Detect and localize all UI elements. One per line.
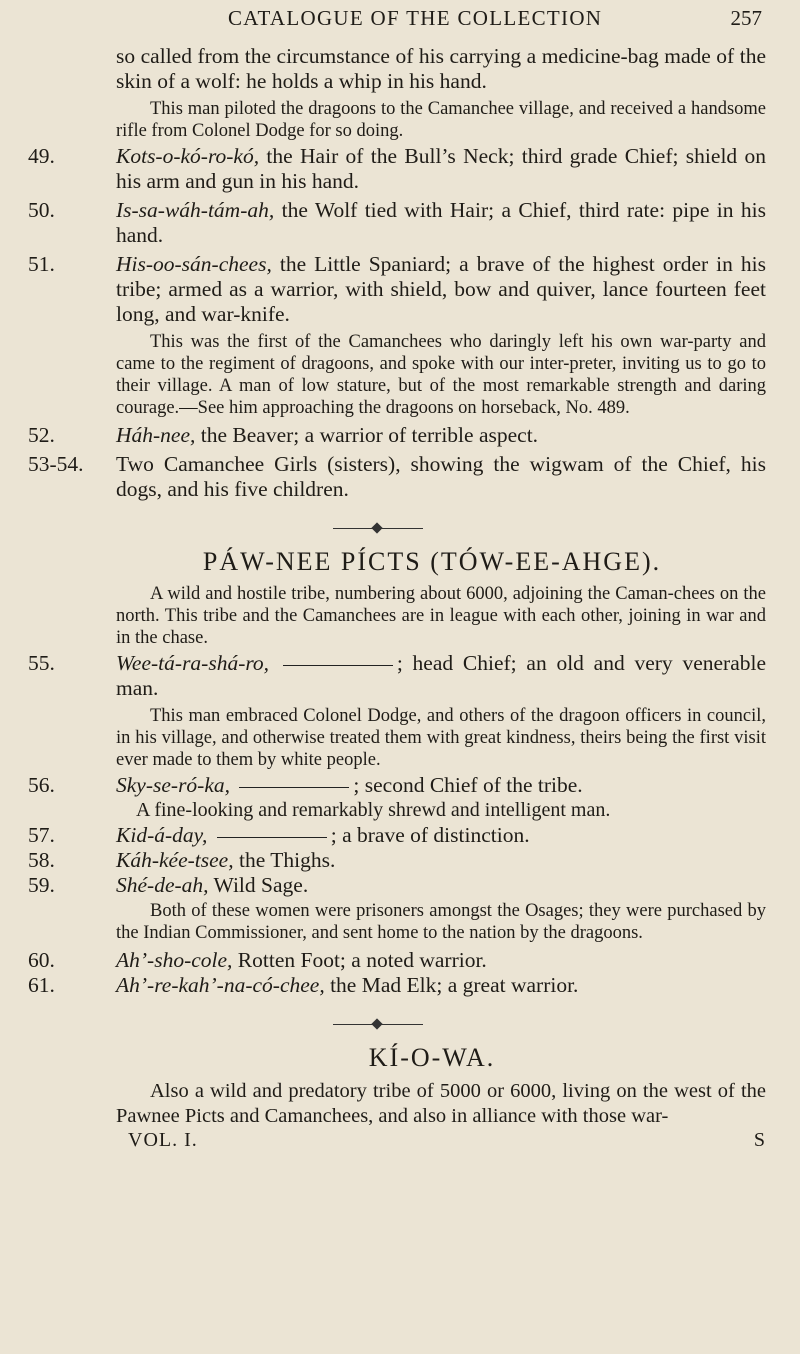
entry-57 [28,823,766,848]
entry-50 [28,198,766,248]
entry-number: 60. [28,948,55,972]
entry-text: ; head Chief; an old and very venerable man. [116,651,766,700]
volume-signature: VOL. I. [128,1129,198,1151]
name-blank-dash [217,837,327,838]
printer-signature-mark: S [753,1129,766,1151]
section-intro: A wild and hostile tribe, numbering about 6000, adjoining the Caman-chees on the north. This tribe and the Camanchees are in league with each other, joining in war and in the chase. [116,584,766,648]
entry-name: Wee-tá-ra-shá-ro, [116,651,270,675]
section-intro: Also a wild and predatory tribe of 5000 or 6000, living on the west of the Pawnee Picts and Camanchees, and also in alliance with those war- [116,1080,766,1127]
entry-number: 57. [28,823,55,847]
entry-text: Two Camanchee Girls (sisters), showing the wigwam of the Chief, his dogs, and his five children. [116,452,766,501]
section-divider [333,1024,423,1025]
running-head [0,6,800,36]
running-title: CATALOGUE OF THE COLLECTION [228,6,603,30]
entry-number: 58. [28,848,55,872]
entry-59 [28,873,766,898]
entry-58 [28,848,766,873]
intro-note: This man piloted the dragoons to the Camanchee village, and received a handsome rifle from Colonel Dodge for so doing. [116,99,766,141]
page-footer [128,1129,766,1155]
entry-name: Káh-kée-tsee, [116,848,234,872]
entry-text: the Hair of the Bull’s Neck; third grade Chief; shield on his arm and gun in his hand. [116,144,766,193]
entry-name: Kots-o-kó-ro-kó, [116,144,260,168]
entry-text: the Mad Elk; a great warrior. [324,973,579,997]
entry-text: ; a brave of distinction. [330,823,530,847]
entry-number: 51. [28,252,55,276]
entry-name: Is-sa-wáh-tám-ah, [116,198,275,222]
entry-name: Kid-á-day, [116,823,208,847]
name-blank-dash [283,665,393,666]
page-content [28,44,766,1155]
section-heading-pawnee-picts: PÁW-NEE PÍCTS (TÓW-EE-AHGE). [202,547,662,576]
name-blank-dash [239,787,349,788]
entry-number: 49. [28,144,55,168]
entry-number: 55. [28,651,55,675]
entry-text: the Wolf tied with Hair; a Chief, third rate: pipe in his hand. [116,198,766,247]
entry-49 [28,144,766,194]
entry-name: Ah’-sho-cole, [116,948,233,972]
entry-text: ; second Chief of the tribe. [353,773,583,797]
page-number: 257 [730,6,762,30]
entry-text: the Thighs. [233,848,336,872]
entry-name: Shé-de-ah, [116,873,209,897]
entry-53-54 [28,452,766,502]
entry-number: 56. [28,773,55,797]
entry-number: 59. [28,873,55,897]
intro-paragraph: so called from the circumstance of his carrying a medicine-bag made of the skin of a wolf: he holds a whip in his hand. [116,44,766,93]
entry-number: 50. [28,198,55,222]
entry-number: 53-54. [28,452,84,476]
entry-text: the Little Spaniard; a brave of the highest order in his tribe; armed as a warrior, with shield, bow and quiver, lance fourteen feet long, and war-knife. [116,252,766,326]
entry-60 [28,948,766,973]
entry-55 [28,651,766,701]
entry-55-note: This man embraced Colonel Dodge, and others of the dragoon officers in council, in his village, and otherwise treated them with great kindness, theirs being the first visit ever made to them by white people. [116,706,766,770]
entries-58-59-note: Both of these women were prisoners amongst the Osages; they were purchased by the Indian Commissioner, and sent home to the nation by the dragoons. [116,901,766,943]
entry-56-sub: A fine-looking and remarkably shrewd and intelligent man. [136,799,611,821]
entry-text: Wild Sage. [208,873,309,897]
entry-text: the Beaver; a warrior of terrible aspect. [195,423,539,447]
entry-52 [28,423,766,448]
entry-number: 52. [28,423,55,447]
entry-number: 61. [28,973,55,997]
entry-51 [28,252,766,327]
entry-name: Ah’-re-kah’-na-có-chee, [116,973,325,997]
entry-text: Rotten Foot; a noted warrior. [232,948,487,972]
entry-name: His-oo-sán-chees, [116,252,272,276]
entry-name: Háh-nee, [116,423,196,447]
section-divider [333,528,423,529]
entry-name: Sky-se-ró-ka, [116,773,231,797]
entry-61 [28,973,766,998]
section-heading-kiowa: KÍ-O-WA. [368,1043,496,1072]
entry-51-note: This was the first of the Camanchees who daringly left his own war-party and came to the regiment of dragoons, and spoke with our inter-preter, inviting us to go to their village. A man of low stature, but of the most remarkable strength and daring courage.—See him approaching the dragoons on horseback, No. 489. [116,332,766,418]
entry-56 [28,773,766,798]
